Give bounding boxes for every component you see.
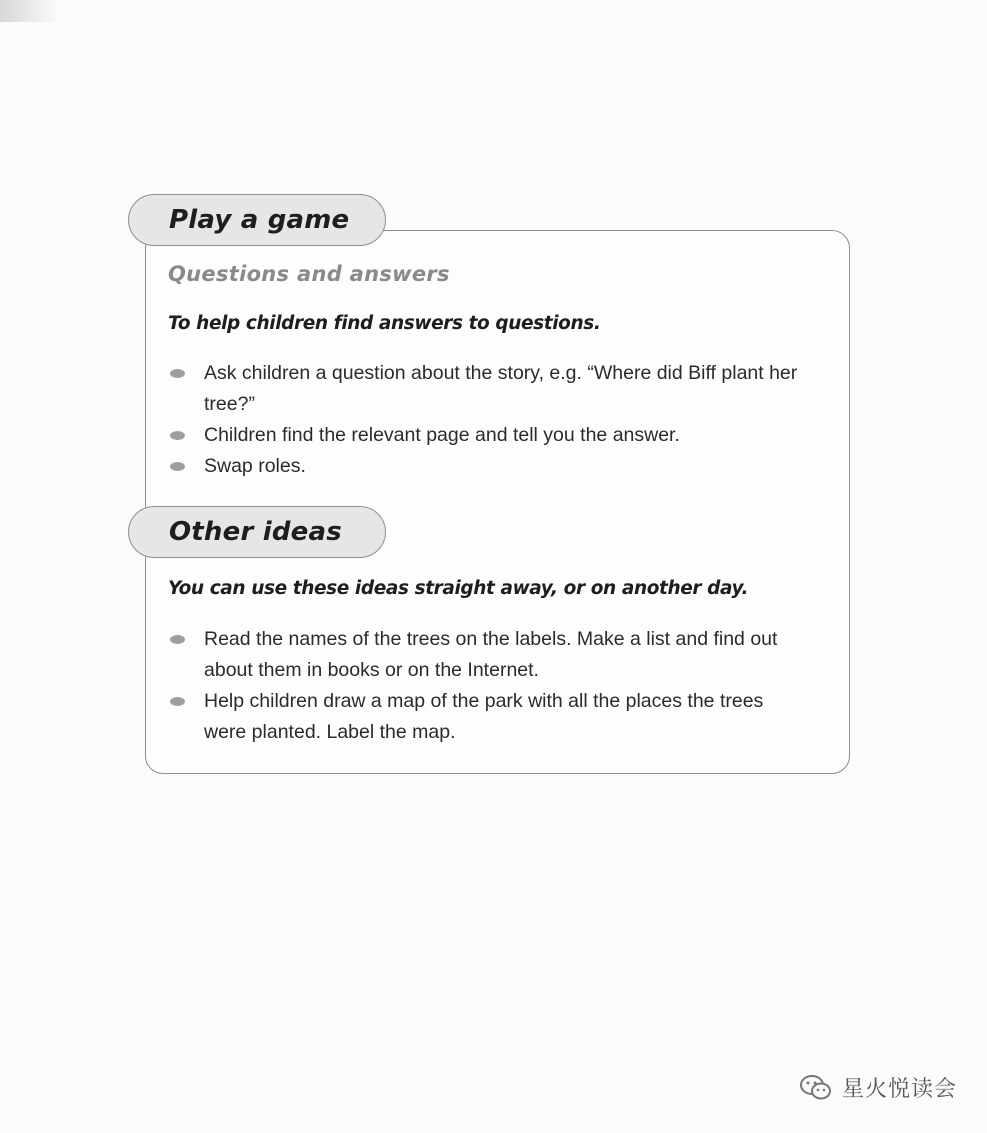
list-item: [168, 451, 808, 482]
other-ideas-tab: [128, 506, 386, 558]
bullet-icon: [170, 635, 185, 644]
list-item-text: Swap roles.: [204, 455, 306, 477]
list-item-text: Children find the relevant page and tell you the answer.: [204, 424, 680, 446]
play-a-game-list: [168, 358, 808, 482]
other-ideas-list: [168, 624, 808, 748]
page-corner-shadow: [0, 0, 60, 22]
bullet-icon: [170, 697, 185, 706]
list-item: [168, 624, 808, 686]
wechat-watermark: [798, 1072, 957, 1103]
bullet-icon: [170, 431, 185, 440]
play-a-game-title: Play a game: [169, 205, 350, 235]
watermark-text: 星火悦读会: [841, 1077, 957, 1102]
list-item-text: Help children draw a map of the park with all the places the trees were planted. Label the map.: [204, 690, 764, 743]
bullet-icon: [170, 462, 185, 471]
list-item: [168, 358, 808, 420]
list-item: [168, 420, 808, 451]
list-item-text: Read the names of the trees on the labels. Make a list and find out about them in books or on the Internet.: [204, 628, 778, 681]
list-item: [168, 686, 808, 748]
bullet-icon: [170, 369, 185, 378]
list-item-text: Ask children a question about the story, e.g. “Where did Biff plant her tree?”: [204, 362, 798, 415]
questions-and-answers-heading: Questions and answers: [168, 262, 450, 286]
play-a-game-tab: [128, 194, 386, 246]
other-ideas-title: Other ideas: [169, 517, 342, 547]
wechat-icon: [798, 1073, 834, 1103]
other-ideas-intro: You can use these ideas straight away, or on another day.: [168, 578, 749, 599]
play-a-game-intro: To help children find answers to questions.: [168, 313, 601, 334]
